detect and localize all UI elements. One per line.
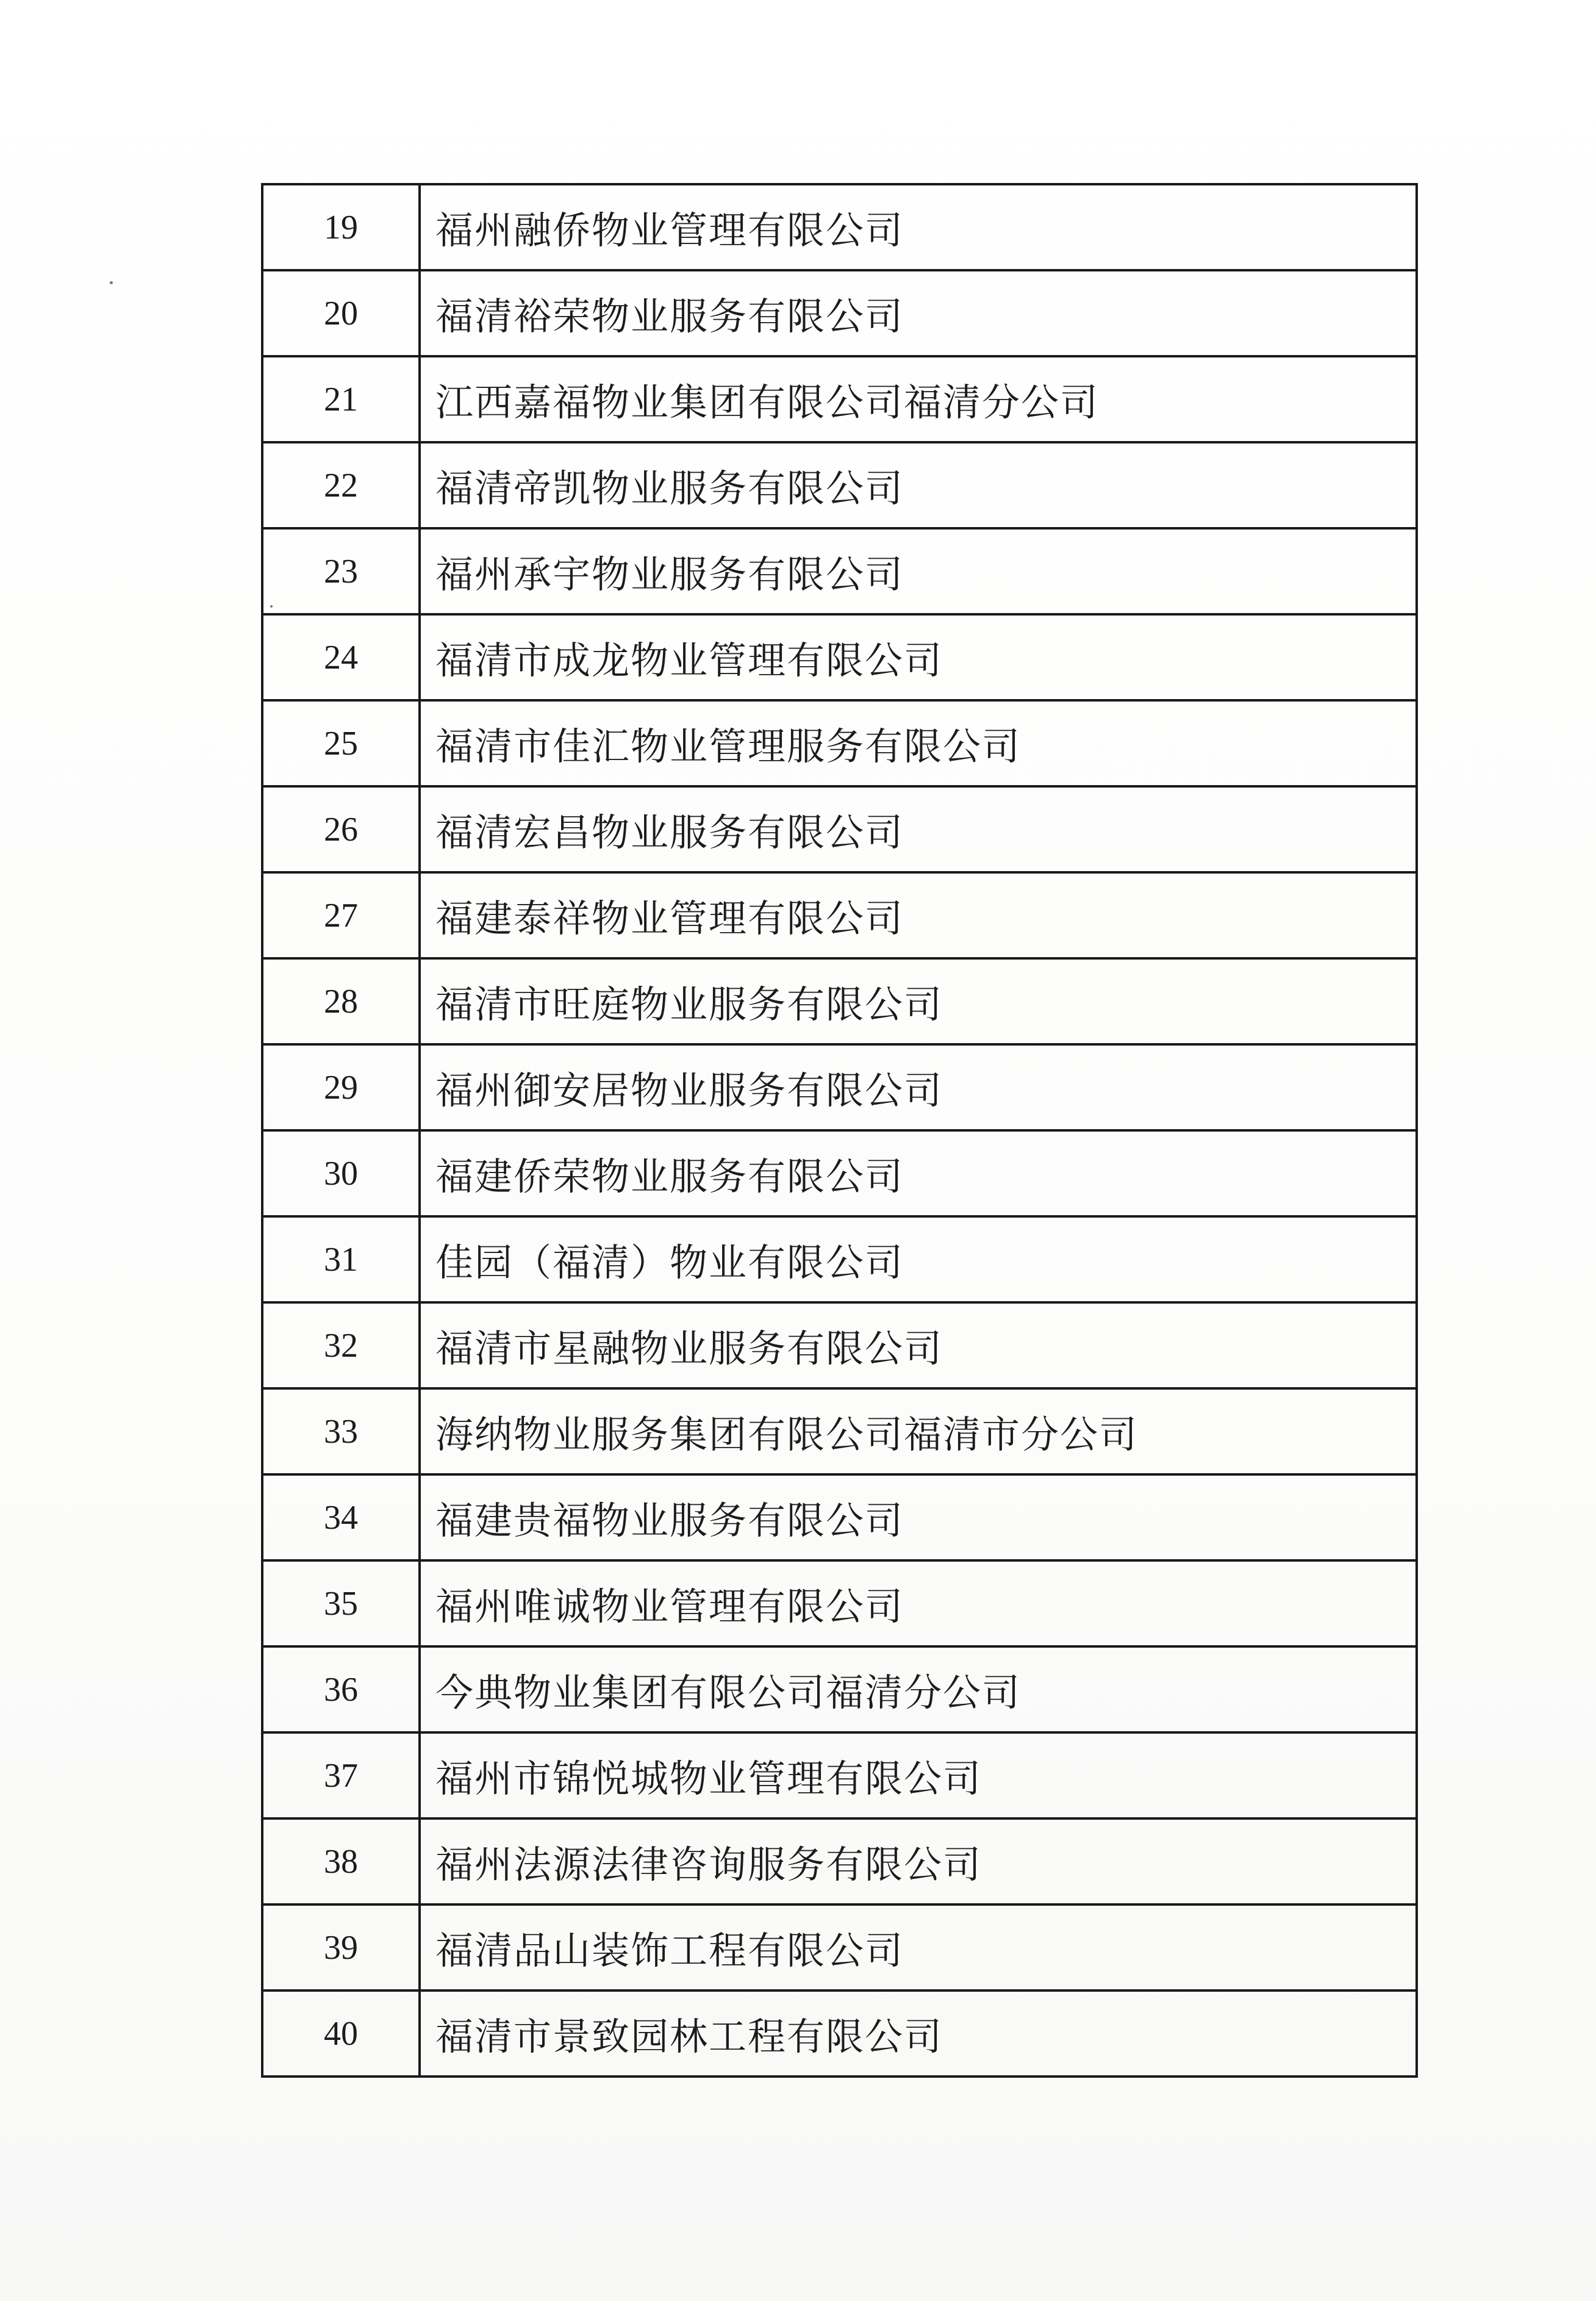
row-number: 27	[262, 872, 420, 958]
table-row	[262, 1130, 1417, 1216]
table-row	[262, 1646, 1417, 1732]
table-row	[262, 872, 1417, 958]
table-row	[262, 1818, 1417, 1904]
company-name: 福清帝凯物业服务有限公司	[420, 442, 1417, 528]
row-number: 31	[262, 1216, 420, 1302]
company-name: 福清宏昌物业服务有限公司	[420, 786, 1417, 872]
company-name: 海纳物业服务集团有限公司福清市分公司	[420, 1388, 1417, 1474]
table-row	[262, 1044, 1417, 1130]
table-row	[262, 614, 1417, 700]
table-row	[262, 700, 1417, 786]
row-number: 32	[262, 1302, 420, 1388]
company-name: 福建泰祥物业管理有限公司	[420, 872, 1417, 958]
row-number: 36	[262, 1646, 420, 1732]
company-name: 福清市旺庭物业服务有限公司	[420, 958, 1417, 1044]
table-body	[262, 184, 1417, 2077]
row-number: 34	[262, 1474, 420, 1560]
table-row	[262, 528, 1417, 614]
row-number: 37	[262, 1732, 420, 1818]
company-name: 福清品山装饰工程有限公司	[420, 1904, 1417, 1990]
row-number: 40	[262, 1990, 420, 2077]
company-list-table	[261, 183, 1418, 2078]
company-name: 福州法源法律咨询服务有限公司	[420, 1818, 1417, 1904]
company-name: 福州融侨物业管理有限公司	[420, 184, 1417, 270]
company-name: 福清市佳汇物业管理服务有限公司	[420, 700, 1417, 786]
row-number: 21	[262, 356, 420, 442]
row-number: 25	[262, 700, 420, 786]
row-number: 19	[262, 184, 420, 270]
table-row	[262, 1560, 1417, 1646]
company-name: 福建侨荣物业服务有限公司	[420, 1130, 1417, 1216]
row-number: 33	[262, 1388, 420, 1474]
row-number: 26	[262, 786, 420, 872]
table-row	[262, 270, 1417, 356]
table-row	[262, 1302, 1417, 1388]
row-number: 24	[262, 614, 420, 700]
row-number: 29	[262, 1044, 420, 1130]
row-number: 38	[262, 1818, 420, 1904]
company-name: 福清市星融物业服务有限公司	[420, 1302, 1417, 1388]
row-number: 39	[262, 1904, 420, 1990]
scan-speck	[110, 281, 113, 284]
company-name: 江西嘉福物业集团有限公司福清分公司	[420, 356, 1417, 442]
table-row	[262, 184, 1417, 270]
table-row	[262, 786, 1417, 872]
table-row	[262, 1474, 1417, 1560]
row-number: 30	[262, 1130, 420, 1216]
table-row	[262, 1732, 1417, 1818]
table-row	[262, 1388, 1417, 1474]
row-number: 20	[262, 270, 420, 356]
company-name: 福州御安居物业服务有限公司	[420, 1044, 1417, 1130]
table-row	[262, 442, 1417, 528]
company-name: 福州承宇物业服务有限公司	[420, 528, 1417, 614]
company-name: 今典物业集团有限公司福清分公司	[420, 1646, 1417, 1732]
company-name: 福州市锦悦城物业管理有限公司	[420, 1732, 1417, 1818]
row-number: 22	[262, 442, 420, 528]
table-row	[262, 958, 1417, 1044]
row-number: 28	[262, 958, 420, 1044]
table-row	[262, 356, 1417, 442]
company-name: 福州唯诚物业管理有限公司	[420, 1560, 1417, 1646]
company-name: 佳园（福清）物业有限公司	[420, 1216, 1417, 1302]
company-name: 福建贵福物业服务有限公司	[420, 1474, 1417, 1560]
company-name: 福清市成龙物业管理有限公司	[420, 614, 1417, 700]
row-number: 23	[262, 528, 420, 614]
company-name: 福清市景致园林工程有限公司	[420, 1990, 1417, 2077]
row-number: 35	[262, 1560, 420, 1646]
table-row	[262, 1990, 1417, 2077]
table-row	[262, 1216, 1417, 1302]
table-row	[262, 1904, 1417, 1990]
company-name: 福清裕荣物业服务有限公司	[420, 270, 1417, 356]
